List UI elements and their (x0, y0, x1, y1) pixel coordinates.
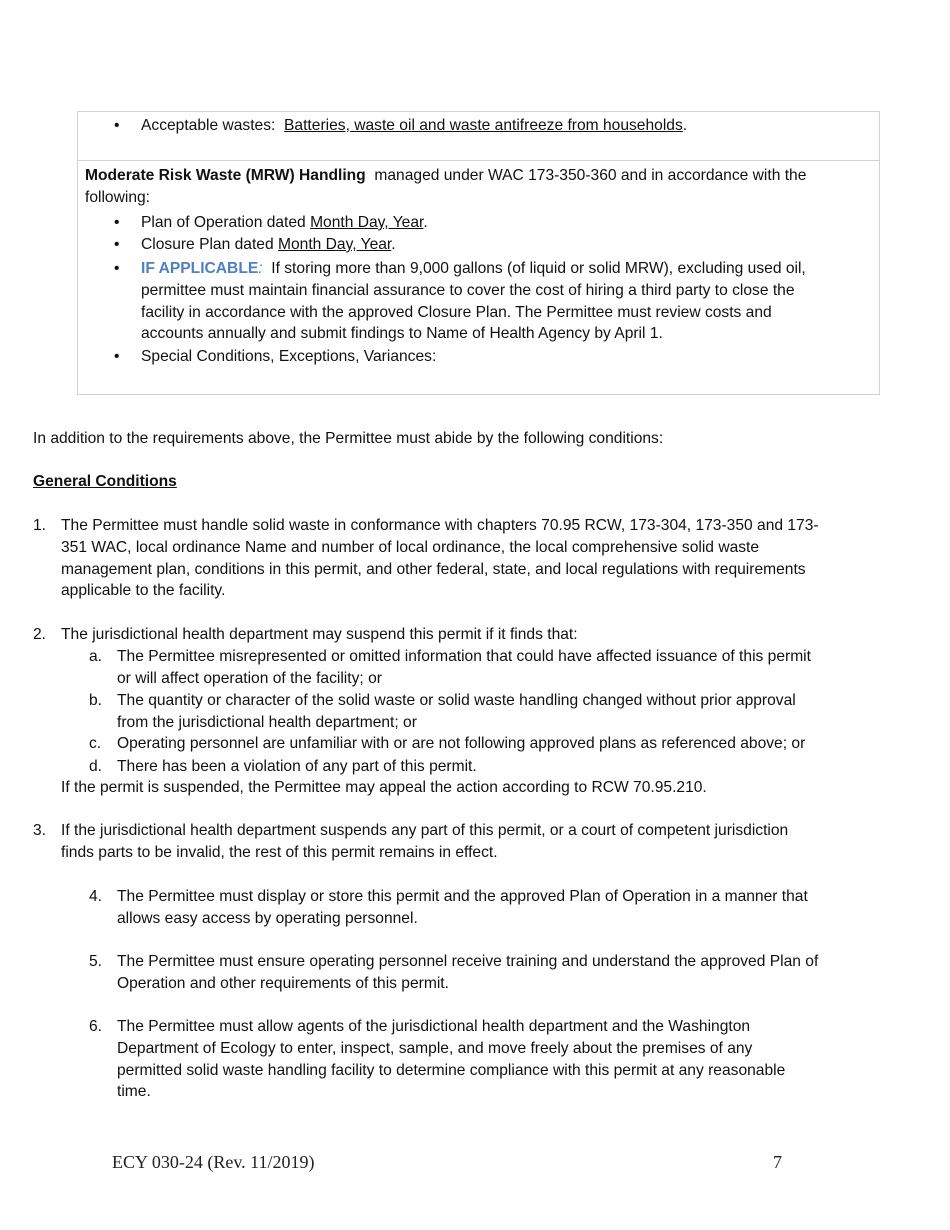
condition-1: The Permittee must handle solid waste in conformance with chapters 70.95 RCW, 173-304, 173-350 and 173- 351 WAC, local ordinance Name and number of local ordinance, the local comprehensive solid waste management plan, conditions in this permit, and other federal, state, and local regulations with requirements applicable to the facility. (61, 517, 819, 600)
intro-text: In addition to the requirements above, the Permittee must abide by the following conditions: (33, 430, 664, 447)
condition-3-number: 3. (33, 822, 47, 839)
mrw-heading: Moderate Risk Waste (MRW) Handling (85, 167, 366, 184)
acceptable-wastes-item: • Acceptable wastes: Batteries, waste oil and waste antifreeze from households. (141, 115, 687, 137)
plan-of-operation-item: • Plan of Operation dated Month Day, Year. (141, 212, 428, 234)
condition-2a: The Permittee misrepresented or omitted information that could have affected issuance of this permit or will affect operation of the facility; or (117, 648, 811, 687)
condition-2c: Operating personnel are unfamiliar with or are not following approved plans as referenced above; or (117, 735, 806, 752)
condition-2-number: 2. (33, 626, 47, 643)
condition-2b: The quantity or character of the solid waste or solid waste handling changed without prior approval from the jurisdictional health department; or (117, 692, 796, 731)
condition-2d-letter: d. (89, 758, 103, 775)
footer-form-id: ECY 030-24 (Rev. 11/2019) (112, 1152, 315, 1172)
footer-page-number: 7 (773, 1152, 782, 1172)
condition-2: The jurisdictional health department may suspend this permit if it finds that: (61, 626, 578, 643)
condition-5-number: 5. (89, 953, 103, 970)
condition-2a-letter: a. (89, 648, 103, 665)
if-applicable-tag: IF APPLICABLE (141, 260, 259, 277)
section-heading: General Conditions (33, 473, 177, 490)
mrw-heading-line: Moderate Risk Waste (MRW) Handling managed under WAC 173-350-360 and in accordance with the (85, 167, 807, 184)
condition-2c-letter: c. (89, 735, 102, 752)
condition-1-number: 1. (33, 517, 47, 534)
special-conditions-item: • Special Conditions, Exceptions, Variances: (141, 346, 436, 368)
condition-5: The Permittee must ensure operating personnel receive training and understand the approved Plan of Operation and other requirements of this permit. (117, 953, 819, 992)
condition-2d: There has been a violation of any part of this permit. (117, 758, 477, 775)
condition-4: The Permittee must display or store this permit and the approved Plan of Operation in a manner that allows easy access by operating personnel. (117, 888, 808, 927)
condition-6-number: 6. (89, 1018, 103, 1035)
mrw-intro-continued: following: (85, 189, 151, 206)
condition-3: If the jurisdictional health department suspends any part of this permit, or a court of competent jurisdiction finds parts to be invalid, the rest of this permit remains in effect. (61, 822, 789, 861)
acceptable-wastes-value: Batteries, waste oil and waste antifreeze from households (284, 117, 683, 134)
closure-plan-item: • Closure Plan dated Month Day, Year. (141, 234, 396, 256)
condition-6: The Permittee must allow agents of the jurisdictional health department and the Washington Department of Ecology to enter, inspect, sample, and move freely about the premises of any permitted solid waste handling facility to determine compliance with this permit at any reasonable time. (117, 1018, 786, 1101)
if-applicable-item: • IF APPLICABLE: If storing more than 9,000 gallons (of liquid or solid MRW), excluding used oil, permittee must maintain financial assurance to cover the cost of hiring a third party to close the facility in accordance with the approved Closure Plan. The Permittee must review costs and accounts annually and submit findings to Name of Health Agency by April 1. (141, 258, 861, 345)
condition-2-appeal: If the permit is suspended, the Permittee may appeal the action according to RCW 70.95.210. (61, 779, 707, 796)
condition-4-number: 4. (89, 888, 103, 905)
condition-2b-letter: b. (89, 692, 103, 709)
box-divider (78, 160, 879, 161)
